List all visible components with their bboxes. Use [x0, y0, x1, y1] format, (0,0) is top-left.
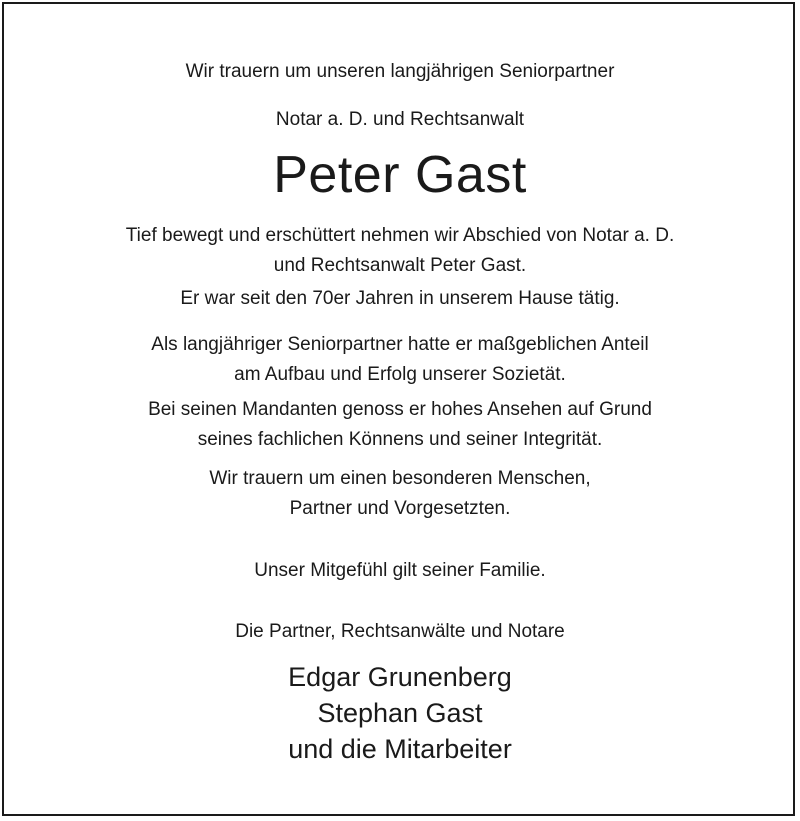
paragraph-line: und Rechtsanwalt Peter Gast.	[273, 255, 527, 276]
paragraph-mourning	[0, 464, 800, 524]
paragraph-farewell	[0, 221, 800, 281]
paragraph-condolence	[0, 556, 800, 586]
deceased-name: Peter Gast	[273, 146, 527, 204]
paragraph-line: Unser Mitgefühl gilt seiner Familie.	[254, 560, 546, 581]
paragraph-line: am Aufbau und Erfolg unserer Sozietät.	[234, 364, 566, 385]
paragraph-reputation	[0, 395, 800, 455]
signer-staff: und die Mitarbeiter	[288, 734, 512, 764]
intro-line: Wir trauern um unseren langjährigen Seniorpartner	[185, 61, 615, 82]
paragraph-line: Wir trauern um einen besonderen Menschen,	[209, 468, 591, 489]
signer-name: Stephan Gast	[317, 698, 483, 728]
deceased-title: Notar a. D. und Rechtsanwalt	[275, 109, 525, 130]
paragraph-line: seines fachlichen Könnens und seiner Integrität.	[197, 429, 603, 450]
paragraph-tenure	[0, 284, 800, 314]
signer-name: Edgar Grunenberg	[288, 662, 512, 692]
paragraph-contribution	[0, 330, 800, 390]
paragraph-line: Tief bewegt und erschüttert nehmen wir Abschied von Notar a. D.	[125, 225, 675, 246]
paragraph-line: Bei seinen Mandanten genoss er hohes Ansehen auf Grund	[148, 399, 652, 420]
partners-line: Die Partner, Rechtsanwälte und Notare	[235, 621, 565, 642]
paragraph-line: Er war seit den 70er Jahren in unserem Hause tätig.	[180, 288, 620, 309]
signers-block	[0, 659, 800, 767]
paragraph-line: Partner und Vorgesetzten.	[289, 498, 511, 519]
paragraph-line: Als langjähriger Seniorpartner hatte er maßgeblichen Anteil	[151, 334, 649, 355]
